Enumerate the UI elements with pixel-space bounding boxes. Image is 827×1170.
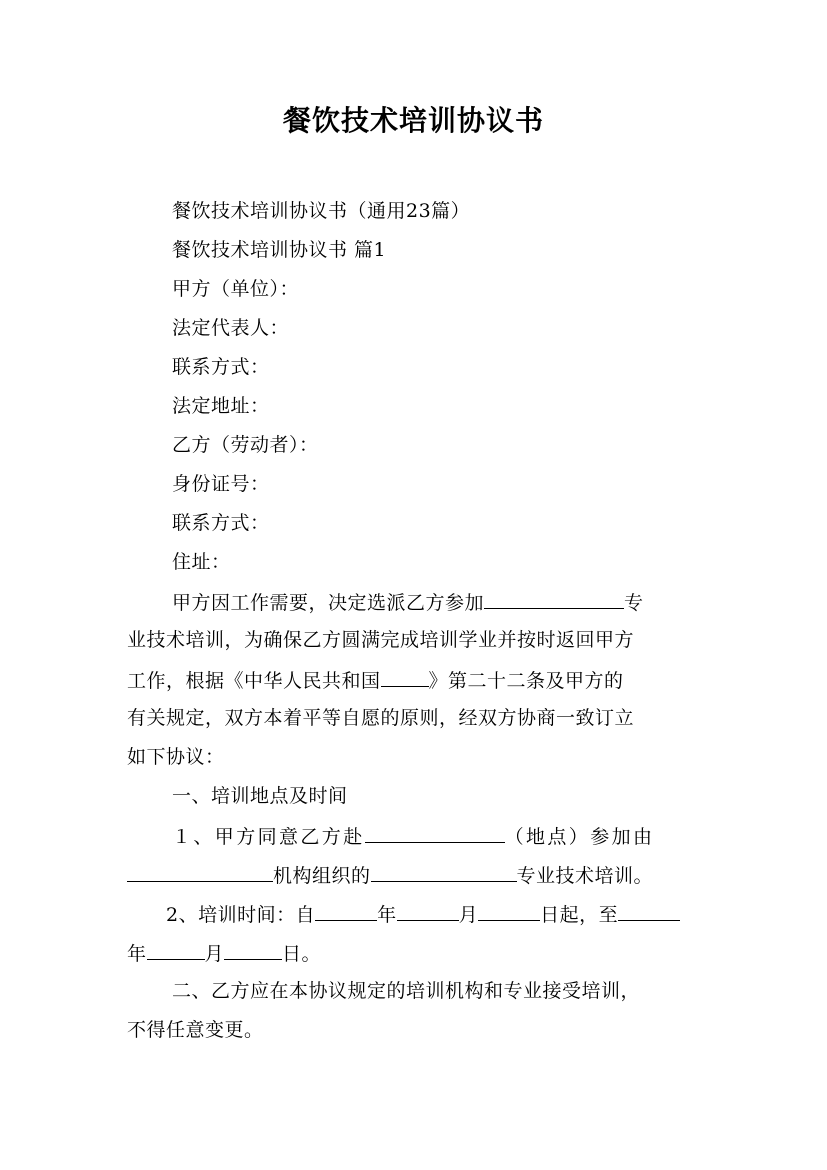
blank-field [397,900,459,921]
party-b-contact-label: 联系方式： [172,512,270,534]
blank-field [484,588,624,609]
paragraph-text: 日。 [282,943,322,965]
paragraph-line: 不得任意变更。 [127,1019,264,1041]
blank-field [365,822,505,843]
paragraph-line [127,861,653,889]
paragraph-text: 工作，根据《中华人民共和国 [127,670,381,692]
paragraph-text: １、甲方同意乙方赴 [172,826,365,848]
address-label: 住址： [172,551,231,573]
paragraph-text: 年 [127,943,147,965]
paragraph-text: 专业技术培训。 [516,865,654,887]
party-b-label: 乙方（劳动者）： [172,434,319,456]
paragraph-line: 如下协议： [127,746,225,768]
blank-field [127,861,273,882]
paragraph-text: 年 [377,904,397,926]
paragraph-text: （地点）参加由 [504,826,655,848]
id-number-label: 身份证号： [172,473,270,495]
blank-field [478,900,540,921]
paragraph-text: 月 [458,904,479,926]
paragraph-line [172,588,644,616]
paragraph-text: 月 [204,943,225,965]
blank-field [147,939,205,960]
article-heading: 餐饮技术培训协议书 篇1 [172,239,387,261]
paragraph-line: 二、乙方应在本协议规定的培训机构和专业接受培训， [172,980,641,1002]
legal-address-label: 法定地址： [172,395,270,417]
blank-field [371,861,517,882]
paragraph-line: 有关规定，双方本着平等自愿的原则，经双方协商一致订立 [127,707,635,729]
paragraph-line [172,822,654,850]
paragraph-text: 》第二十二条及甲方的 [428,670,624,692]
paragraph-text: 日起，至 [540,904,619,926]
paragraph-line: 业技术培训，为确保乙方圆满完成培训学业并按时返回甲方 [127,629,635,651]
document-title: 餐饮技术培训协议书 [282,104,544,137]
paragraph-line [166,900,680,928]
legal-representative-label: 法定代表人： [172,317,290,339]
party-a-label: 甲方（单位）： [172,278,300,300]
paragraph-line [127,666,624,694]
party-a-contact-label: 联系方式： [172,356,270,378]
paragraph-text: 2、培训时间：自 [166,904,316,926]
blank-field [315,900,377,921]
paragraph-text: 甲方因工作需要，决定选派乙方参加 [172,592,485,614]
subtitle-line: 餐饮技术培训协议书（通用23篇） [172,200,471,222]
blank-field [618,900,680,921]
paragraph-text: 专 [624,592,644,614]
blank-field [224,939,282,960]
paragraph-line [127,939,321,967]
blank-field [381,666,429,687]
paragraph-text: 机构组织的 [273,865,371,887]
section-heading: 一、培训地点及时间 [172,785,348,807]
